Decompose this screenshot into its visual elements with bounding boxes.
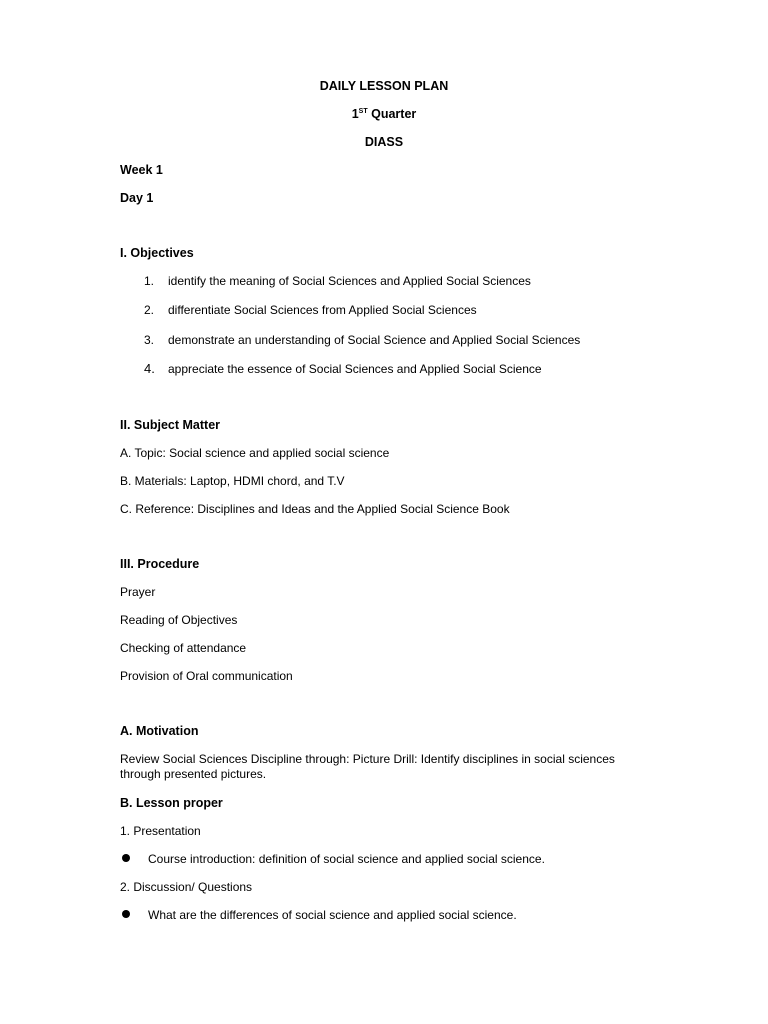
- procedure-step: Checking of attendance: [120, 641, 247, 655]
- discussion-label: 2. Discussion/ Questions: [120, 880, 253, 894]
- discussion-bullet: [120, 908, 517, 922]
- procedure-heading: III. Procedure: [120, 557, 200, 571]
- objective-item: [144, 333, 580, 347]
- discussion-bullet-text: What are the differences of social science and applied social science.: [148, 908, 517, 922]
- objective-text: demonstrate an understanding of Social Science and Applied Social Sciences: [168, 333, 581, 347]
- day-label: Day 1: [120, 191, 154, 205]
- topic-line: A. Topic: Social science and applied social science: [120, 446, 390, 460]
- subject-heading: DIASS: [364, 135, 404, 149]
- objective-item: [144, 303, 477, 317]
- week-label: Week 1: [120, 163, 163, 177]
- procedure-step: Provision of Oral communication: [120, 669, 293, 683]
- quarter-heading: [0, 107, 768, 121]
- quarter-word: Quarter: [371, 107, 417, 121]
- quarter-superscript: ST: [358, 108, 368, 115]
- subject-matter-heading: II. Subject Matter: [120, 418, 221, 432]
- objective-number: 1.: [144, 274, 155, 288]
- presentation-bullet: [120, 852, 545, 866]
- objective-text: identify the meaning of Social Sciences and Applied Social Sciences: [168, 274, 531, 288]
- reference-line: C. Reference: Disciplines and Ideas and the Applied Social Science Book: [120, 502, 510, 516]
- objective-number: 3.: [144, 333, 155, 347]
- procedure-step: Reading of Objectives: [120, 613, 238, 627]
- motivation-heading: A. Motivation: [120, 724, 199, 738]
- document-title: DAILY LESSON PLAN: [319, 79, 449, 93]
- objective-item: [144, 274, 531, 288]
- objective-number: 2.: [144, 303, 155, 317]
- presentation-bullet-text: Course introduction: definition of social science and applied social science.: [148, 852, 545, 866]
- objective-text: appreciate the essence of Social Sciences and Applied Social Science: [168, 362, 542, 376]
- objective-number: 4.: [144, 361, 155, 376]
- objective-item: [144, 362, 542, 376]
- motivation-text: Review Social Sciences Discipline through: Picture Drill: Identify disciplines in social sciences through presented pictures.: [120, 752, 615, 781]
- objective-text: differentiate Social Sciences from Applied Social Sciences: [168, 303, 477, 317]
- lesson-proper-heading: B. Lesson proper: [120, 796, 223, 810]
- bullet-icon: [122, 854, 130, 862]
- procedure-step: Prayer: [120, 585, 156, 599]
- objectives-heading: I. Objectives: [120, 246, 194, 260]
- quarter-number: 1: [351, 107, 359, 121]
- presentation-label: 1. Presentation: [120, 824, 201, 838]
- materials-line: B. Materials: Laptop, HDMI chord, and T.V: [120, 474, 345, 488]
- bullet-icon: [122, 910, 130, 918]
